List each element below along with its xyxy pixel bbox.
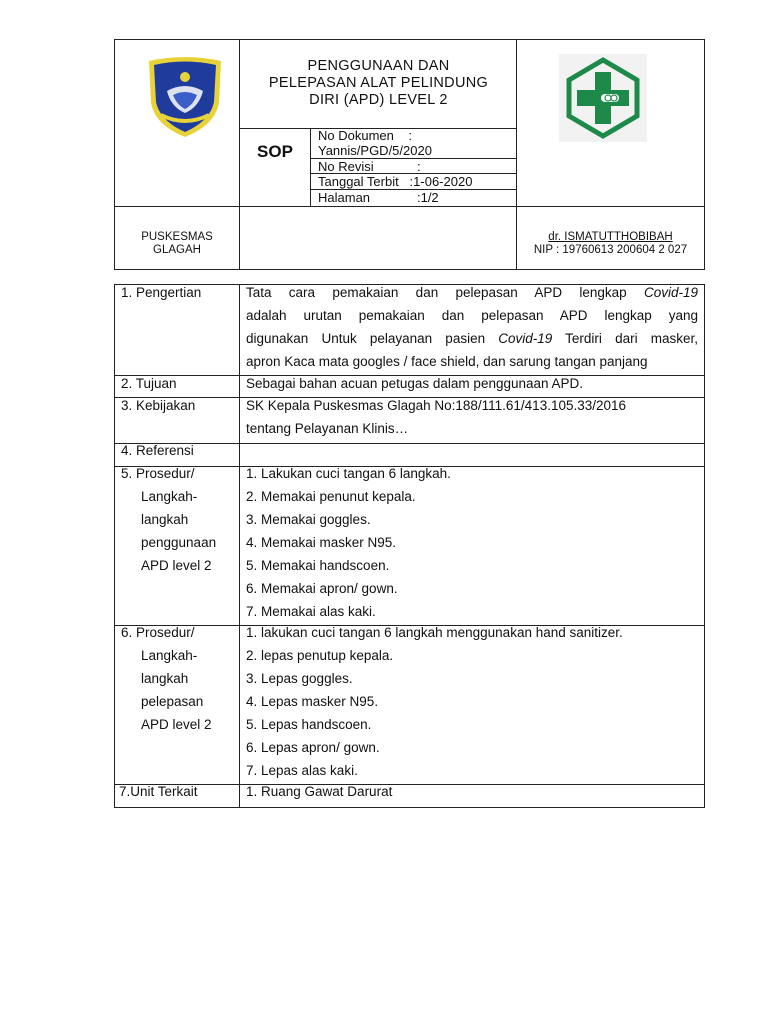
tanggal-terbit: Tanggal Terbit :1-06-2020 [318,174,473,189]
list-item: 2. Memakai penunut kepala. [246,489,416,504]
title-line: DIRI (APD) LEVEL 2 [309,92,448,108]
signer-name: dr. ISMATUTTHOBIBAH [548,231,673,243]
list-item: 2. lepas penutup kepala. [246,648,394,663]
puskesmas-name [115,231,239,257]
label-pengertian: 1. Pengertian [121,285,202,300]
pengertian-text [246,281,698,373]
label-unit-terkait: 7.Unit Terkait [119,784,198,799]
label-line: langkah [141,512,189,527]
list-item: 1. lakukan cuci tangan 6 langkah menggunakan hand sanitizer. [246,625,623,640]
tujuan-text: Sebagai bahan acuan petugas dalam penggunaan APD. [246,376,584,391]
pengertian-line: apron Kaca mata googles / face shield, dan sarung tangan panjang [246,354,648,369]
label-line: Langkah- [141,648,198,663]
list-item: 6. Lepas apron/ gown. [246,740,380,755]
label-prosedur-penggunaan [121,462,236,577]
halaman: Halaman :1/2 [318,190,439,205]
label-line: Langkah- [141,489,198,504]
label-line: APD level 2 [141,717,212,732]
no-dokumen-value: Yannis/PGD/5/2020 [318,143,432,158]
signer-block [517,231,704,257]
label-line: langkah [141,671,189,686]
label-line: penggunaan [141,535,217,550]
label-line: 6. Prosedur/ [121,625,195,640]
list-item: 5. Memakai handscoen. [246,558,390,573]
puskesmas-line: GLAGAH [153,244,201,256]
list-item: 1. Lakukan cuci tangan 6 langkah. [246,466,451,481]
label-line: pelepasan [141,694,204,709]
list-item: 7. Memakai alas kaki. [246,604,376,619]
list-item: 6. Memakai apron/ gown. [246,581,398,596]
no-revisi: No Revisi : [318,159,421,174]
pengertian-line: Tata cara pemakaian dan pelepasan APD lengkap Covid-19 [246,285,698,300]
unit-terkait-text: 1. Ruang Gawat Darurat [246,784,393,799]
kebijakan-line: tentang Pelayanan Klinis… [246,421,409,436]
list-item: 7. Lepas alas kaki. [246,763,358,778]
label-tujuan: 2. Tujuan [121,376,177,391]
list-item: 3. Memakai goggles. [246,512,371,527]
label-referensi: 4. Referensi [121,443,194,458]
list-item: 4. Memakai masker N95. [246,535,397,550]
pengertian-line: digunakan Untuk pelayanan pasien Covid-19 Terdiri dari masker, [246,331,698,346]
list-item: 3. Lepas goggles. [246,671,353,686]
title-line: PELEPASAN ALAT PELINDUNG [268,75,489,91]
signer-nip: NIP : 19760613 200604 2 027 [533,244,688,256]
sop-label: SOP [257,142,293,161]
pengertian-line: adalah urutan pemakaian dan pelepasan APD lengkap yang [246,308,698,323]
label-prosedur-pelepasan [121,621,236,736]
list-item: 4. Lepas masker N95. [246,694,379,709]
prosedur-penggunaan-steps [246,462,698,623]
title-line: PENGGUNAAN DAN [307,58,450,74]
kebijakan-line: SK Kepala Puskesmas Glagah No:188/111.61/413.105.33/2016 [246,398,627,413]
regency-emblem-logo [145,55,225,139]
puskesmas-cross-logo [559,54,647,142]
prosedur-pelepasan-steps [246,621,698,782]
label-kebijakan: 3. Kebijakan [121,398,196,413]
no-dokumen-label: No Dokumen : [318,128,412,143]
kebijakan-text [246,394,698,440]
puskesmas-line: PUSKESMAS [141,231,213,243]
list-item: 5. Lepas handscoen. [246,717,372,732]
document-title [240,58,517,109]
label-line: 5. Prosedur/ [121,466,195,481]
label-line: APD level 2 [141,558,212,573]
